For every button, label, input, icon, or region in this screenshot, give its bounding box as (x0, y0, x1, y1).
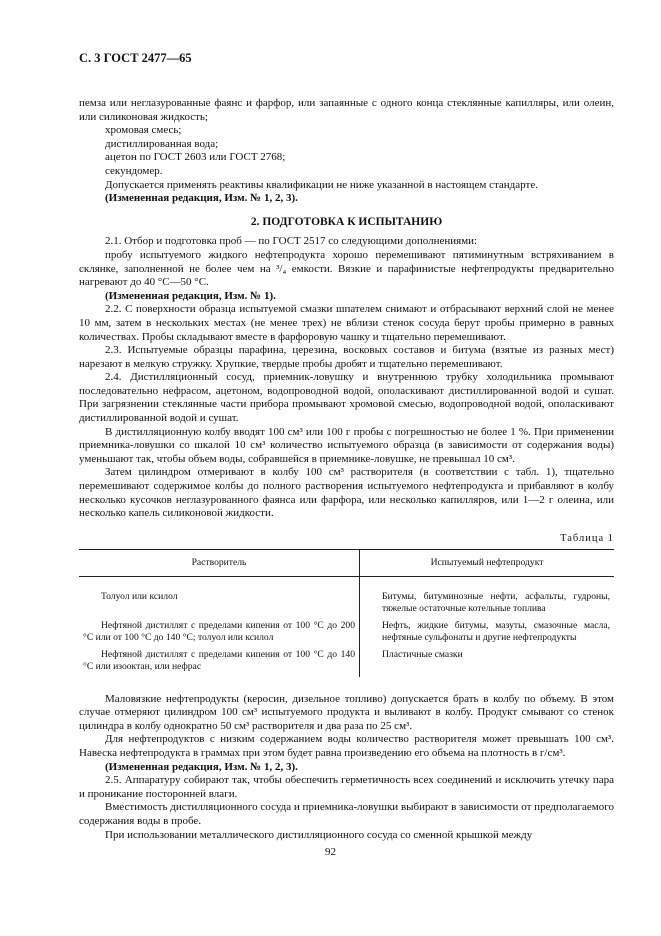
column-header-solvent: Растворитель (79, 550, 360, 577)
paragraph: Затем цилиндром отмеривают в колбу 100 см³ растворителя (в соответствии с табл. 1), тщательно перемешивают содержимое колбы до полного растворения испытуемого нефтепродукта и прибавляют в колбу несколько кусочков неглазурованного фаянса или фарфора, или несколько капилляров, или 1—2 г олеина, или несколько капель силиконовой жидкости. (79, 466, 614, 520)
page-number: 92 (325, 846, 336, 858)
clause-2-2: 2.2. С поверхности образца испытуемой смазки шпателем снимают и отбрасывают верхний слой не менее 10 мм, затем в нескольких местах (не менее трех) не вблизи стенок сосуда берут пробы примерно в равных количествах. Пробы складывают вместе в фарфоровую чашку и тщательно перемешивают. (79, 303, 614, 343)
table-row (79, 618, 614, 647)
paragraph: пробу испытуемого жидкого нефтепродукта хорошо перемешивают пятиминутным встряхиванием в склянке, заполненной не более чем на ³/₄ емкости. Вязкие и парафинистые нефтепродукты предварительно нагревают до 40 °С—50 °С. (79, 248, 614, 289)
table-row (79, 577, 614, 619)
table-cell-product: Битумы, битуминозные нефти, асфальты, гудроны, тяжелые остаточные котельные топлива (382, 591, 610, 614)
column-header-product: Испытуемый нефтепродукт (360, 550, 615, 577)
paragraph: Вместимость дистилляционного сосуда и приемника-ловушки выбирают в зависимости от предполагаемого содержания воды в пробе. (79, 801, 614, 827)
amendment-note: (Измененная редакция, Изм. № 1). (105, 289, 276, 302)
list-item: ацетон по ГОСТ 2603 или ГОСТ 2768; (105, 151, 286, 164)
clause-2-4: 2.4. Дистилляционный сосуд, приемник-ловушку и внутреннюю трубку холодильника промывают последовательно нефрасом, ацетоном, водопроводной водой, ополаскивают дистиллированной водой и сушат. При загрязнении стеклянные части прибора промывают хромовой смесью, водопроводной водой, ополаскивают дистиллированной водой и сушат. (79, 371, 614, 425)
table-cell-solvent: Нефтяной дистиллят с пределами кипения от 100 °С до 200 °С или от 100 °С до 140 °С; толуол или ксилол (79, 618, 360, 647)
table-cell-solvent: Нефтяной дистиллят с пределами кипения от 100 °С до 140 °С или изооктан, или нефрас (79, 647, 360, 676)
amendment-note: (Измененная редакция, Изм. № 1, 2, 3). (105, 192, 298, 205)
solvent-table (79, 549, 614, 676)
clause-2-5: 2.5. Аппаратуру собирают так, чтобы обеспечить герметичность всех соединений и исключить утечку пара и проникание посторонней влаги. (79, 774, 614, 800)
list-item: хромовая смесь; (105, 124, 182, 137)
list-item: секундомер. (105, 164, 163, 177)
table-row (79, 647, 614, 676)
paragraph: пемза или неглазурованные фаянс и фарфор, или запаянные с одного конца стеклянные капилляры, или олеин, или силиконовая жидкость; (79, 97, 614, 123)
clause-2-1: 2.1. Отбор и подготовка проб — по ГОСТ 2517 со следующими дополнениями: (105, 235, 478, 248)
amendment-note: (Измененная редакция, Изм. № 1, 2, 3). (105, 760, 298, 773)
table-header-row (79, 550, 614, 577)
page-header: С. 3 ГОСТ 2477—65 (79, 51, 192, 65)
paragraph: Допускается применять реактивы квалификации не ниже указанной в настоящем стандарте. (105, 178, 538, 191)
page-body (79, 97, 614, 842)
list-item: дистиллированная вода; (105, 137, 219, 150)
table-cell-solvent: Толуол или ксилол (79, 577, 360, 619)
table-cell-product: Нефть, жидкие битумы, мазуты, смазочные масла, нефтяные сульфонаты и другие нефтепродукты (382, 620, 610, 643)
paragraph: Маловязкие нефтепродукты (керосин, дизельное топливо) допускается брать в колбу по объему. В этом случае отмеряют цилиндром 100 см³ испытуемого продукта и выливают в колбу. Продукт смывают со стенок цилиндра в колбу однократно 50 см³ растворителя и два раза по 25 см³. (79, 692, 614, 732)
section-title: 2. ПОДГОТОВКА К ИСПЫТАНИЮ (250, 215, 443, 228)
clause-2-3: 2.3. Испытуемые образцы парафина, церезина, восковых составов и битума (взятые из разных мест) нарезают в мелкую стружку. Хрупкие, твердые пробы дробят и тщательно перемешивают. (79, 344, 614, 370)
paragraph: При использовании металлического дистилляционного сосуда со сменной крышкой между (105, 828, 533, 841)
table-cell-product: Пластичные смазки (382, 649, 463, 661)
paragraph: В дистилляционную колбу вводят 100 см³ или 100 г пробы с погрешностью не более 1 %. При применении приемника-ловушки со шкалой 10 см³ количество испытуемого образца (в зависимости от содержания воды) уменьшают так, чтобы объем воды, собравшейся в приемнике-ловушке, не превышал 10 см³. (79, 425, 614, 465)
table-caption: Таблица 1 (560, 532, 614, 544)
paragraph: Для нефтепродуктов с низким содержанием воды количество растворителя может превышать 100 см³. Навеска нефтепродукта в граммах при этом будет равна произведению его объема на плотность в г/см³. (79, 733, 614, 759)
